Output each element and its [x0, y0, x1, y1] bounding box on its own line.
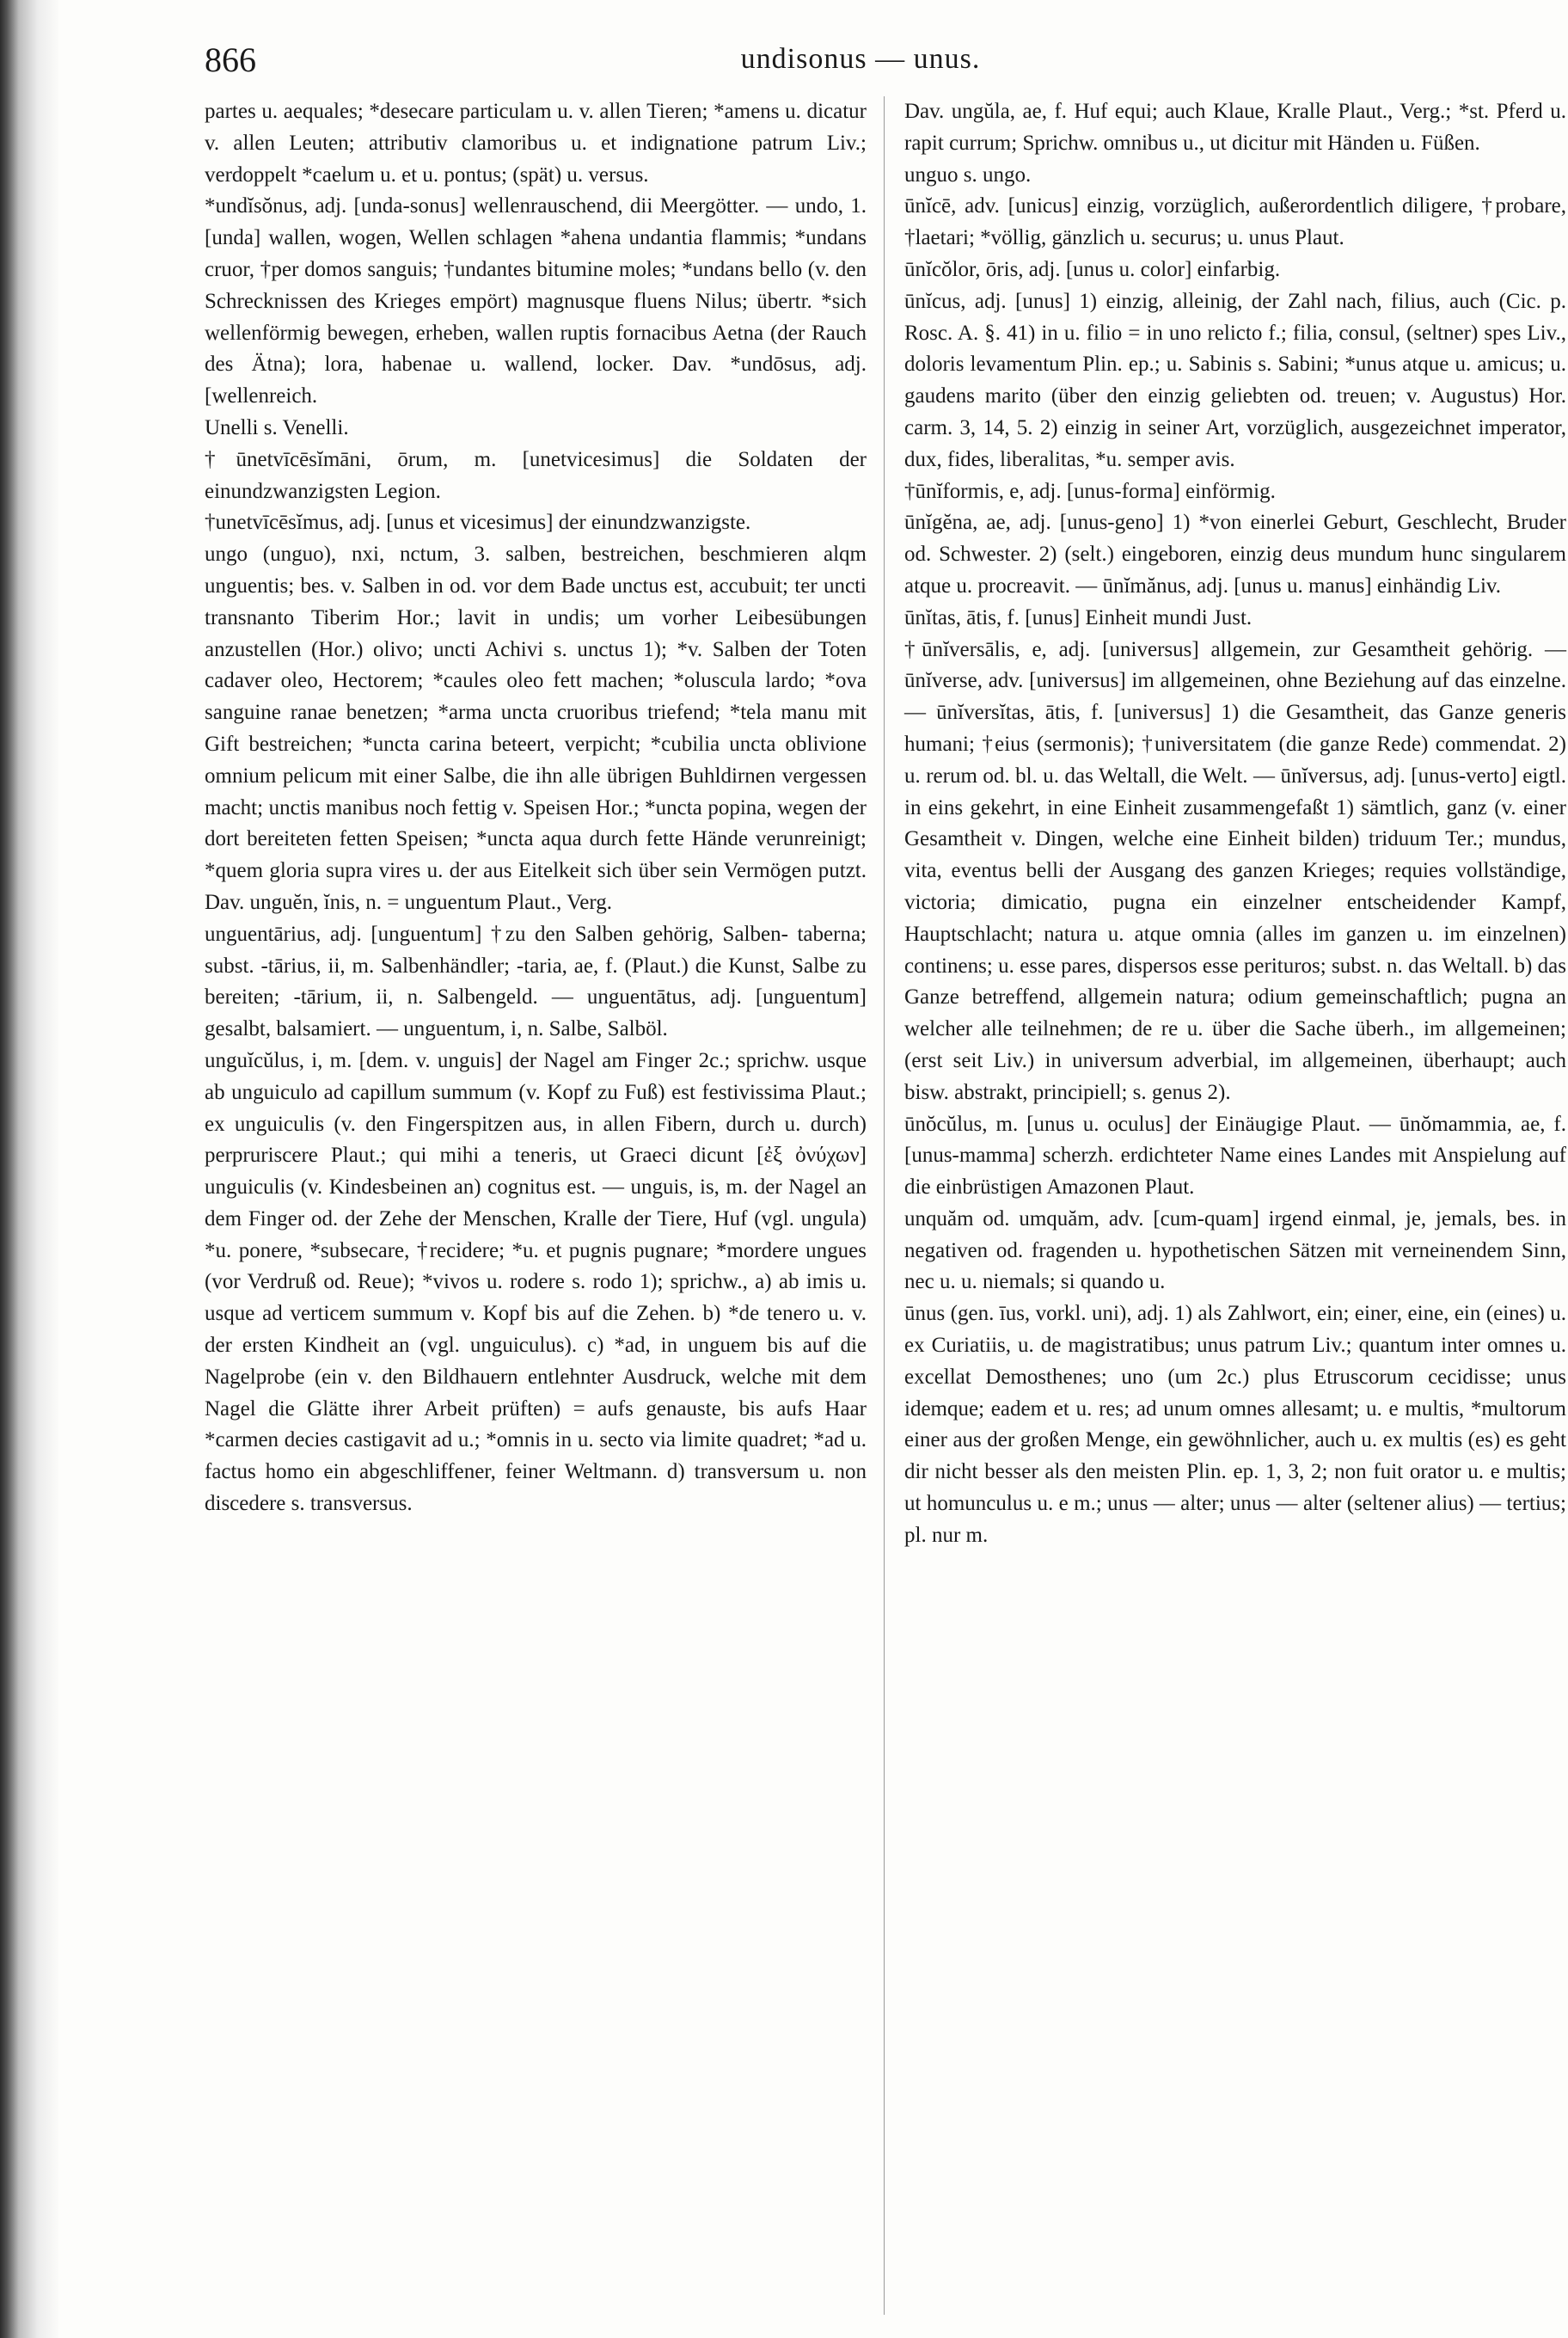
dictionary-entry: ūnŏcŭlus, m. [unus u. oculus] der Einäugige Plaut. — ūnŏmammia, ae, f. [unus-mamma] scherzh. erdichteter Name eines Landes mit Anspielung auf die einbrüstigen Amazonen Plaut.: [904, 1112, 1566, 1200]
dictionary-entry: ūnĭtas, ātis, f. [unus] Einheit mundi Just.: [904, 605, 1253, 629]
dictionary-entry: †unetvīcēsĭmus, adj. [unus et vicesimus] der einundzwanzigste.: [205, 511, 751, 535]
dictionary-entry: †ūnĭversālis, e, adj. [universus] allgemein, zur Gesamtheit gehörig. — ūnĭverse, adv. [universus] im allgemeinen, ohne Beziehung auf das einzelne. — ūnĭversĭtas, ātis, f. [universus] 1) die Gesamtheit, das Ganze generis humani; †eius (sermonis); †universitatem (die ganze Rede) commendat. 2) u. rerum od. bl. u. das Weltall, die Welt. — ūnĭversus, adj. [unus-verto] eigtl. in eins gekehrt, in eine Einheit zusammengefaßt 1) sämtlich, ganz (v. einer Gesamtheit v. Dingen, welche eine Einheit bilden) triduum Ter.; mundus, vita, eventus belli der Ausgang des ganzen Krieges; requies vollständige, victoria; dimicatio, pugna ein einzelner entscheidender Kampf, Hauptschlacht; natura u. atque omnia (alles im ganzen u. im einzelnen) continens; u. esse pares, dispersos esse perituros; subst. n. das Weltall. b) das Ganze betreffend, allgemein natura; odium gemeinschaftlich; pugna an welcher alle teilnehmen; de re u. über die Sache überh., im allgemeinen; (erst seit Liv.) in universum adverbial, im allgemeinen, überhaupt; auch bisw. abstrakt, principiell; s. genus 2).: [904, 637, 1566, 1104]
dictionary-entry: unquăm od. umquăm, adv. [cum-quam] irgend einmal, je, jemals, bes. in negativen od. fragenden u. hypothetischen Sätzen mit verneinendem Sinn, nec u. u. niemals; si quando u.: [904, 1206, 1566, 1294]
dictionary-entry: ūnĭcē, adv. [unicus] einzig, vorzüglich, außerordentlich diligere, †probare, †laetari; *völlig, gänzlich u. securus; u. unus Plaut.: [904, 194, 1566, 250]
dictionary-entry: ūnus (gen. īus, vorkl. uni), adj. 1) als Zahlwort, ein; einer, eine, ein (eines) u. ex Curiatiis, u. de magistratibus; unus patrum Liv.; quantum inter omnes u. excellat Demosthenes; uno (um 2c.) plus Etruscorum cecidisse; unus idemque; eadem et u. res; ad unum omnes allesamt; u. e multis, *multorum einer aus der großen Menge, ein gewöhnlicher, auch u. ex multis (es) es geht dir nicht besser als den meisten Plin. ep. 1, 3, 2; non fuit orator u. e multis; ut homunculus u. e m.; unus — alter; unus — alter (seltener alius) — tertius; pl. nur m.: [904, 1302, 1566, 1547]
column-divider: [884, 96, 885, 2315]
page-header: [205, 34, 1516, 86]
dictionary-entry: Unelli s. Venelli.: [205, 415, 349, 439]
dictionary-entry: *undĭsŏnus, adj. [unda-sonus] wellenrauschend, dii Meergötter. — undo, 1. [unda] wallen, wogen, Wellen schlagen *ahena undantia flammis; *undans cruor, †per domos sanguis; †undantes bitumine moles; *undans bello (v. den Schrecknissen des Krieges empört) magnusque fluens Nilus; übertr. *sich wellenförmig bewegen, erheben, wallen ruptis fornacibus Aetna (der Rauch des Ätna); lora, habenae u. wallend, locker. Dav. *undōsus, adj. [wellenreich.: [205, 194, 867, 408]
dictionary-entry: ungo (unguo), nxi, nctum, 3. salben, bestreichen, beschmieren alqm unguentis; bes. v. Salben in od. vor dem Bade unctus est, accubuit; ter uncti transnanto Tiberim Hor.; lavit in undis; um vorher Leibesübungen anzustellen (Hor.) olivo; uncti Achivi s. unctus 1); *v. Salben der Toten cadaver oleo, Hectorem; *caules oleo fett machen; *oluscula lardo; *ova sanguine ranae benetzen; *arma uncta cruoribus triefend; *tela manu mit Gift bestreichen; *uncta carina beteert, verpicht; *cubilia uncta oblivione omnium pelicum mit einer Salbe, die ihn alle übrigen Buhldirnen vergessen macht; unctis manibus noch fettig v. Speisen Hor.; *uncta popina, wegen der dort bereiteten fetten Speisen; *uncta aqua durch fette Hände verunreinigt; *quem gloria supra vires u. der aus Eitelkeit sich über sein Vermögen putzt. Dav. unguĕn, ĭnis, n. = unguentum Plaut., Verg.: [205, 543, 867, 914]
dictionary-entry: partes u. aequales; *desecare particulam u. v. allen Tieren; *amens u. dicatur v. allen Leuten; attributiv clamoribus u. et indignatione patrum Liv.; verdoppelt *caelum u. et u. pontus; (spät) u. versus.: [205, 100, 867, 187]
right-column: [904, 96, 1566, 1552]
dictionary-entry: Dav. ungŭla, ae, f. Huf equi; auch Klaue, Kralle Plaut., Verg.; *st. Pferd u. rapit currum; Sprichw. omnibus u., ut dicitur mit Händen u. Füßen.: [904, 100, 1566, 155]
left-column: [205, 96, 867, 1520]
dictionary-entry: unguentārius, adj. [unguentum] †zu den Salben gehörig, Salben- taberna; subst. -tārius, ii, m. Salbenhändler; -taria, ae, f. (Plaut.) die Kunst, Salbe zu bereiten; -tārium, ii, n. Salbengeld. — unguentātus, adj. [unguentum] gesalbt, balsamiert. — unguentum, i, n. Salbe, Salböl.: [205, 922, 867, 1041]
dictionary-entry: †ūnetvīcēsĭmāni, ōrum, m. [unetvicesimus] die Soldaten der einundzwanzigsten Legion.: [205, 447, 867, 503]
dictionary-entry: ūnĭcus, adj. [unus] 1) einzig, alleinig, der Zahl nach, filius, auch (Cic. p. Rosc. A. §. 41) in u. filio = in uno relicto f.; filia, consul, (seltner) spes Liv., doloris levamentum Plin. ep.; u. Sabinis s. Sabini; *unus atque u. amicus; u. gaudens marito (über den einzig geliebten od. treuen; v. Augustus) Hor. carm. 3, 14, 5. 2) einzig in seiner Art, vorzüglich, ausgezeichnet imperator, dux, fides, liberalitas, *u. semper avis.: [904, 289, 1566, 471]
page-number: 866: [205, 40, 256, 79]
dictionary-entry: unguĭcŭlus, i, m. [dem. v. unguis] der Nagel am Finger 2c.; sprichw. usque ab unguiculo ad capillum summum (v. Kopf zu Fuß) est festivissima Plaut.; ex unguiculis (v. den Fingerspitzen aus, in allen Fibern, durch u. durch) perpruriscere Plaut.; qui mihi a teneris, ut Graeci dicunt [ἐξ ὀνύχων] unguiculis (v. Kindesbeinen an) cognitus est. — unguis, is, m. der Nagel an dem Finger od. der Zehe der Menschen, Kralle der Tiere, Huf (vgl. ungula) *u. ponere, *subsecare, †recidere; *u. et pugnis pugnare; *mordere ungues (vor Verdruß od. Reue); *vivos u. rodere s. rodo 1); sprichw., a) ab imis u. usque ad verticem summum v. Kopf bis auf die Zehen. b) *de tenero u. v. der ersten Kindheit an (vgl. unguiculus). c) *ad, in unguem bis auf die Nagelprobe (ein v. den Bildhauern entlehnter Ausdruck, welche mit dem Nagel die Glätte ihrer Arbeit prüften) = aufs genauste, bis aufs Haar *carmen decies castigavit ad u.; *omnis in u. secto via limite quadret; *ad u. factus homo ein abgeschliffener, feiner Weltmann. d) transversum u. non discedere s. transversus.: [205, 1048, 867, 1516]
running-head: undisonus — unus.: [740, 43, 981, 75]
dictionary-entry: ūnĭcŏlor, ōris, adj. [unus u. color] einfarbig.: [904, 257, 1281, 281]
dictionary-entry: unguo s. ungo.: [904, 163, 1032, 187]
dictionary-entry: ūnĭgĕna, ae, adj. [unus-geno] 1) *von einerlei Geburt, Geschlecht, Bruder od. Schwester. 2) (selt.) eingeboren, einzig deus mundum hunc singularem atque u. procreavit. — ūnĭmănus, adj. [unus u. manus] einhändig Liv.: [904, 511, 1566, 598]
dictionary-entry: †ūnĭformis, e, adj. [unus-forma] einförmig.: [904, 479, 1276, 503]
book-binding-edge: [0, 0, 58, 2338]
